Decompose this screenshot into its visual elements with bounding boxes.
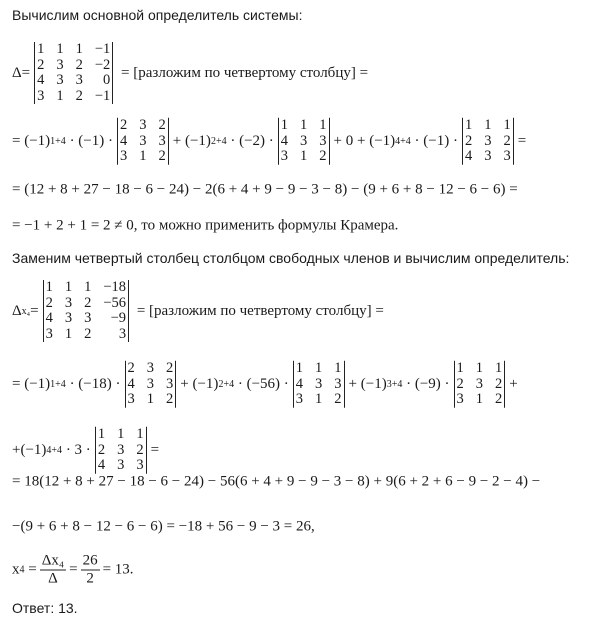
- math-text: = −1 + 2 + 1 = 2 ≠ 0, то можно применить формулы Крамера.: [12, 217, 399, 234]
- matrix-cell: 1: [484, 116, 492, 133]
- matrix-cell: 2: [75, 87, 83, 104]
- matrix-cell: 3: [139, 116, 147, 133]
- matrix-cell: 1: [475, 390, 484, 407]
- matrix-cell: 0: [103, 72, 111, 88]
- matrix-cell: −1: [94, 41, 111, 57]
- determinant-matrix: [278, 118, 330, 165]
- matrix-cell: 3: [456, 390, 464, 407]
- math-text: =: [24, 561, 37, 578]
- math-text: = (−1): [12, 132, 51, 149]
- equation-line: [12, 361, 518, 408]
- matrix-cell: 1: [475, 359, 484, 376]
- matrix-cell: 1: [319, 116, 327, 133]
- matrix-cell: 3: [166, 375, 174, 392]
- matrix-cell: 2: [158, 147, 166, 164]
- determinant-matrix: [293, 361, 345, 408]
- matrix-cell: 3: [334, 375, 342, 392]
- matrix-cell: 1: [45, 279, 53, 295]
- matrix-cell: 2: [166, 359, 174, 376]
- equation-line: [12, 600, 78, 616]
- numerator: 26: [82, 552, 98, 569]
- text-paragraph: Ответ: 13.: [12, 600, 78, 616]
- matrix-cell: 3: [295, 390, 304, 407]
- exponent: 1+4: [50, 378, 66, 390]
- matrix-cell: 2: [456, 375, 464, 392]
- determinant-matrix: [125, 361, 177, 408]
- exponent: 4+4: [46, 444, 63, 456]
- math-text: · (−2) ·: [226, 132, 274, 149]
- exponent: 1+4: [50, 135, 66, 147]
- equation-line: [12, 218, 398, 235]
- math-text: =: [150, 441, 160, 458]
- math-text: x: [12, 561, 20, 578]
- matrix-cell: 2: [84, 294, 92, 311]
- math-text: = [разложим по четвертому столбцу] =: [117, 64, 369, 81]
- matrix-cell: 2: [158, 116, 166, 133]
- math-text: = (12 + 8 + 27 − 18 − 6 − 24) − 2(6 + 4 + 9 − 9 − 3 − 8) − (9 + 6 + 8 − 12 − 6 − 6) =: [12, 181, 518, 198]
- math-text: Δ: [12, 302, 22, 319]
- math-text: =: [517, 132, 527, 149]
- math-text: + 0 + (−1): [333, 132, 396, 149]
- subscript: x₄: [21, 305, 31, 317]
- matrix-cell: 4: [465, 147, 473, 164]
- matrix-cell: 3: [503, 147, 511, 164]
- matrix-cell: 3: [139, 132, 147, 149]
- math-text: −(9 + 6 + 8 − 12 − 6 − 6) = −18 + 56 − 9 − 3 = 26,: [12, 518, 315, 535]
- matrix-cell: 2: [127, 359, 135, 376]
- equation-line: [12, 7, 302, 23]
- math-text: = 18(12 + 8 + 27 − 18 − 6 − 24) − 56(6 + 4 + 9 − 9 − 3 − 8) + 9(6 + 2 + 6 − 9 − 2 − 4) −: [12, 473, 541, 490]
- matrix-cell: 2: [136, 441, 144, 458]
- math-text: + (−1): [172, 132, 211, 149]
- math-text: + (−1): [348, 375, 387, 392]
- matrix-cell: 1: [495, 359, 503, 376]
- matrix-cell: 1: [117, 425, 125, 442]
- matrix-cell: 1: [146, 390, 155, 407]
- equation-line: [12, 553, 134, 588]
- matrix-cell: 4: [120, 132, 128, 149]
- exponent: 2+4: [218, 378, 235, 390]
- matrix-cell: 1: [64, 325, 73, 342]
- math-text: · 3 ·: [62, 441, 91, 458]
- math-text: = 13.: [102, 561, 134, 578]
- matrix-cell: 3: [117, 441, 125, 458]
- matrix-cell: 3: [64, 310, 73, 326]
- fraction: [40, 553, 66, 588]
- math-text: · (−9) ·: [402, 375, 450, 392]
- matrix-cell: 2: [97, 441, 106, 458]
- matrix-cell: 2: [465, 132, 473, 149]
- matrix-cell: 1: [56, 41, 64, 57]
- text-paragraph: Вычислим основной определитель системы:: [12, 7, 303, 23]
- text-paragraph: Заменим четвертый столбец столбцом свободных членов и вычислим определитель:: [12, 250, 570, 266]
- matrix-cell: 1: [334, 359, 342, 376]
- matrix-cell: 3: [120, 147, 128, 164]
- matrix-cell: 3: [37, 87, 45, 104]
- matrix-cell: 2: [75, 56, 83, 73]
- matrix-cell: 1: [295, 359, 304, 376]
- matrix-cell: 3: [136, 456, 144, 473]
- matrix-cell: 3: [319, 132, 327, 149]
- exponent: 2+4: [210, 135, 227, 147]
- equation-line: [12, 250, 569, 266]
- matrix-cell: 2: [319, 147, 327, 164]
- matrix-cell: 1: [97, 425, 106, 442]
- math-text: + (−1): [180, 375, 219, 392]
- matrix-cell: 1: [456, 359, 464, 376]
- matrix-cell: 1: [64, 279, 73, 295]
- matrix-cell: 3: [158, 132, 166, 149]
- matrix-cell: −1: [94, 87, 111, 104]
- matrix-cell: −18: [103, 279, 127, 295]
- matrix-cell: 3: [484, 147, 492, 164]
- matrix-cell: 3: [56, 72, 64, 88]
- matrix-cell: 2: [495, 375, 503, 392]
- matrix-cell: 2: [503, 132, 511, 149]
- matrix-cell: 4: [97, 456, 106, 473]
- matrix-cell: 3: [75, 72, 83, 88]
- matrix-cell: 1: [503, 116, 511, 133]
- matrix-cell: −56: [103, 294, 127, 311]
- matrix-cell: 3: [280, 147, 289, 164]
- math-text: = [разложим по четвертому столбцу] =: [133, 302, 384, 319]
- matrix-cell: 1: [280, 116, 289, 133]
- equation-line: [12, 474, 540, 491]
- denominator: 2: [86, 570, 94, 587]
- matrix-cell: 1: [315, 390, 323, 407]
- matrix-cell: 1: [84, 279, 92, 295]
- determinant-matrix: [454, 361, 506, 408]
- math-text: +: [509, 375, 518, 392]
- matrix-cell: 1: [37, 41, 45, 57]
- matrix-cell: 4: [37, 72, 45, 88]
- equation-line: [12, 42, 368, 104]
- math-text: =: [30, 302, 39, 319]
- matrix-cell: 2: [120, 116, 128, 133]
- math-text: +(−1): [12, 441, 47, 458]
- matrix-cell: 3: [45, 325, 53, 342]
- matrix-cell: 3: [127, 390, 135, 407]
- matrix-cell: 2: [37, 56, 45, 73]
- determinant-matrix: [117, 118, 169, 165]
- matrix-cell: 2: [45, 294, 53, 311]
- matrix-cell: 2: [334, 390, 342, 407]
- matrix-cell: 4: [295, 375, 304, 392]
- determinant-matrix: [462, 118, 514, 165]
- matrix-cell: 3: [64, 294, 73, 311]
- matrix-cell: 2: [495, 390, 503, 407]
- matrix-cell: 2: [166, 390, 174, 407]
- equation-line: [12, 118, 526, 165]
- math-text: = (−1): [12, 375, 51, 392]
- math-text: · (−18) ·: [65, 375, 121, 392]
- matrix-cell: 1: [300, 116, 308, 133]
- exponent: 3+4: [386, 378, 403, 390]
- matrix-cell: 3: [146, 375, 155, 392]
- fraction: [81, 553, 100, 588]
- matrix-cell: 1: [315, 359, 323, 376]
- equation-line: [12, 182, 518, 199]
- matrix-cell: −9: [110, 310, 127, 326]
- math-text: · (−56) ·: [234, 375, 289, 392]
- matrix-cell: 3: [300, 132, 308, 149]
- numerator: Δx₄: [41, 552, 65, 569]
- denominator: Δ: [48, 570, 58, 587]
- matrix-cell: 1: [75, 41, 83, 57]
- math-text: · (−1) ·: [410, 132, 458, 149]
- matrix-cell: 3: [117, 456, 125, 473]
- math-text: · (−1) ·: [65, 132, 114, 149]
- matrix-cell: 1: [56, 87, 64, 104]
- math-text: Δ=: [12, 64, 31, 81]
- matrix-cell: 3: [475, 375, 484, 392]
- matrix-cell: 2: [84, 325, 92, 342]
- matrix-cell: 3: [84, 310, 92, 326]
- determinant-matrix: [34, 42, 113, 104]
- matrix-cell: 4: [127, 375, 135, 392]
- determinant-matrix: [43, 280, 129, 342]
- matrix-cell: 4: [45, 310, 53, 326]
- equation-line: [12, 519, 315, 536]
- matrix-cell: 3: [315, 375, 323, 392]
- equation-line: [12, 280, 384, 342]
- matrix-cell: 4: [280, 132, 289, 149]
- matrix-cell: −2: [94, 56, 111, 73]
- matrix-cell: 3: [484, 132, 492, 149]
- subscript: 4: [19, 564, 25, 576]
- math-text: =: [69, 561, 78, 578]
- matrix-cell: 3: [56, 56, 64, 73]
- matrix-cell: 3: [118, 325, 127, 342]
- matrix-cell: 1: [136, 425, 144, 442]
- determinant-matrix: [95, 427, 147, 474]
- exponent: 4+4: [395, 135, 411, 147]
- matrix-cell: 1: [139, 147, 147, 164]
- equation-line: [12, 427, 159, 474]
- matrix-cell: 1: [465, 116, 473, 133]
- matrix-cell: 3: [146, 359, 155, 376]
- matrix-cell: 1: [300, 147, 308, 164]
